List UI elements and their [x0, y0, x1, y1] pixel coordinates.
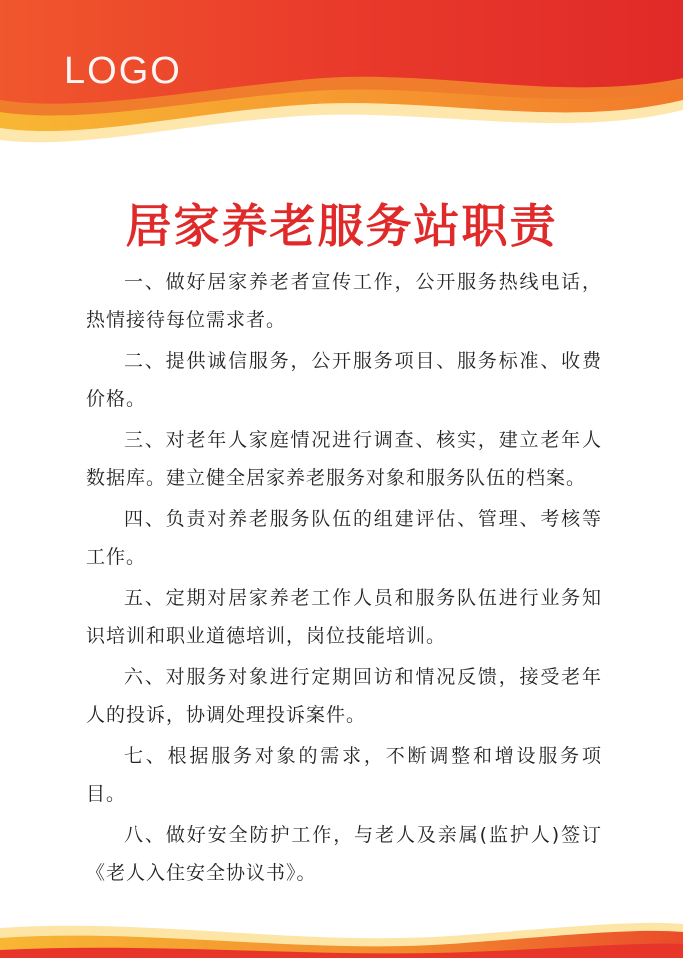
- duty-item-2: 二、提供诚信服务，公开服务项目、服务标准、收费价格。: [86, 350, 602, 410]
- duty-item-7: 七、根据服务对象的需求，不断调整和增设服务项目。: [86, 745, 602, 805]
- duty-item-4: 四、负责对养老服务队伍的组建评估、管理、考核等工作。: [86, 508, 602, 568]
- page-title: 居家养老服务站职责: [125, 198, 558, 253]
- duty-item-8: 八、做好安全防护工作，与老人及亲属(监护人)签订《老人入住安全协议书》。: [86, 824, 602, 884]
- duties-list: [86, 263, 602, 895]
- bottom-wave-banner: [0, 898, 683, 958]
- duty-item-3: 三、对老年人家庭情况进行调查、核实，建立老年人数据库。建立健全居家养老服务对象和服务队伍的档案。: [86, 429, 602, 489]
- logo-text: LOGO: [64, 50, 182, 92]
- duty-item-1: 一、做好居家养老者宣传工作，公开服务热线电话，热情接待每位需求者。: [86, 271, 602, 331]
- duty-item-6: 六、对服务对象进行定期回访和情况反馈，接受老年人的投诉，协调处理投诉案件。: [86, 666, 602, 726]
- duty-item-5: 五、定期对居家养老工作人员和服务队伍进行业务知识培训和职业道德培训，岗位技能培训。: [86, 587, 602, 647]
